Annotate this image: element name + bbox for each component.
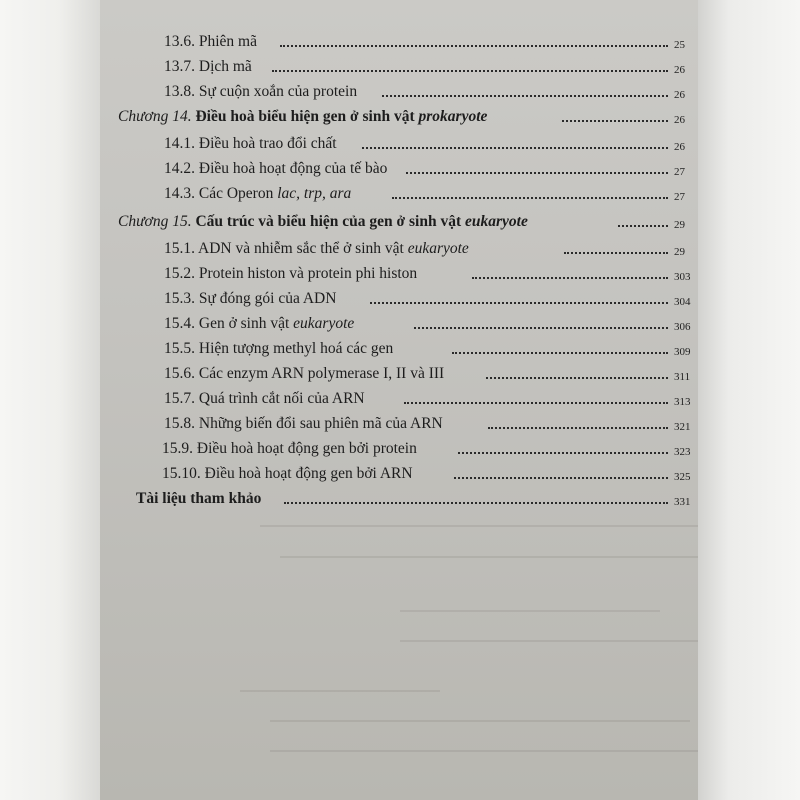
toc-entry: [100, 362, 698, 386]
dot-leader: [404, 402, 668, 404]
page-number: 321: [674, 422, 691, 433]
toc-entry-title: 15.5. Hiện tượng methyl hoá các gen: [164, 340, 394, 357]
dot-leader: [564, 252, 668, 254]
page-number: 26: [674, 142, 685, 153]
show-through-line: [260, 525, 698, 527]
page-number: 306: [674, 322, 691, 333]
toc-entry-title: 15.1. ADN và nhiễm sắc thể ở sinh vật eukaryote: [164, 240, 469, 257]
dot-leader: [488, 427, 668, 429]
dot-leader: [618, 225, 668, 227]
dot-leader: [486, 377, 668, 379]
dot-leader: [392, 197, 668, 199]
page-number: 325: [674, 472, 691, 483]
toc-entry: [100, 262, 698, 286]
page-number: 27: [674, 167, 685, 178]
page-number: 304: [674, 297, 691, 308]
toc-entry: [100, 55, 698, 79]
toc-entry-title: 14.2. Điều hoà hoạt động của tế bào: [164, 160, 388, 177]
toc-references-entry: [100, 487, 698, 511]
toc-entry: [100, 412, 698, 436]
page-number: 26: [674, 115, 685, 126]
toc-entry: [100, 237, 698, 261]
page-number: 27: [674, 192, 685, 203]
dot-leader: [362, 147, 668, 149]
show-through-line: [270, 720, 690, 722]
dot-leader: [562, 120, 668, 122]
toc-entry: [100, 182, 698, 206]
background-right: [698, 0, 800, 800]
toc-entry: [100, 287, 698, 311]
toc-entry: [100, 312, 698, 336]
toc-entry-title: 13.6. Phiên mã: [164, 33, 257, 50]
toc-entry-title: Tài liệu tham khảo: [136, 490, 262, 507]
toc-entry-title: 15.3. Sự đóng gói của ADN: [164, 290, 337, 307]
page-number: 303: [674, 272, 691, 283]
toc-entry-title: 13.7. Dịch mã: [164, 58, 252, 75]
page-number: 323: [674, 447, 691, 458]
toc-entry-title: 15.10. Điều hoà hoạt động gen bởi ARN: [162, 465, 413, 482]
toc-entry-title: 15.6. Các enzym ARN polymerase I, II và III: [164, 365, 445, 382]
page-number: 26: [674, 90, 685, 101]
toc-entry-title: 14.1. Điều hoà trao đổi chất: [164, 135, 337, 152]
toc-entry-title: 13.8. Sự cuộn xoắn của protein: [164, 83, 358, 100]
show-through-line: [240, 690, 440, 692]
toc-entry: [100, 437, 698, 461]
page-number: 29: [674, 247, 685, 258]
dot-leader: [382, 95, 668, 97]
dot-leader: [452, 352, 668, 354]
dot-leader: [472, 277, 668, 279]
book-page: [100, 0, 698, 800]
toc-entry-title: Chương 14. Điều hoà biểu hiện gen ở sinh vật prokaryote: [118, 108, 488, 125]
show-through-line: [400, 610, 660, 612]
show-through-line: [280, 556, 698, 558]
toc-entry-title: Chương 15. Cấu trúc và biểu hiện của gen ở sinh vật eukaryote: [118, 213, 528, 230]
toc-entry-title: 14.3. Các Operon lac, trp, ara: [164, 185, 352, 202]
dot-leader: [454, 477, 668, 479]
dot-leader: [272, 70, 668, 72]
toc-entry-title: 15.9. Điều hoà hoạt động gen bởi protein: [162, 440, 417, 457]
toc-entry-title: 15.2. Protein histon và protein phi histon: [164, 265, 418, 282]
page-number: 311: [674, 372, 691, 383]
toc-entry: [100, 157, 698, 181]
toc-entry-title: 15.4. Gen ở sinh vật eukaryote: [164, 315, 355, 332]
page-number: 26: [674, 65, 685, 76]
page-number: 25: [674, 40, 685, 51]
toc-entry: [100, 387, 698, 411]
toc-entry: [100, 132, 698, 156]
show-through-line: [270, 750, 698, 752]
dot-leader: [414, 327, 668, 329]
show-through-line: [400, 640, 698, 642]
toc-entry-title: 15.8. Những biến đổi sau phiên mã của ARN: [164, 415, 443, 432]
page-number: 309: [674, 347, 691, 358]
dot-leader: [280, 45, 668, 47]
toc-entry: [100, 337, 698, 361]
dot-leader: [458, 452, 668, 454]
dot-leader: [406, 172, 668, 174]
toc-chapter-entry: [100, 105, 698, 129]
page-number: 29: [674, 220, 685, 231]
toc-entry: [100, 80, 698, 104]
toc-entry: [100, 30, 698, 54]
dot-leader: [284, 502, 668, 504]
toc-chapter-entry: [100, 210, 698, 234]
toc-entry: [100, 462, 698, 486]
toc-entry-title: 15.7. Quá trình cắt nối của ARN: [164, 390, 365, 407]
dot-leader: [370, 302, 668, 304]
page-number: 313: [674, 397, 691, 408]
background-left: [0, 0, 100, 800]
page-number: 331: [674, 497, 691, 508]
